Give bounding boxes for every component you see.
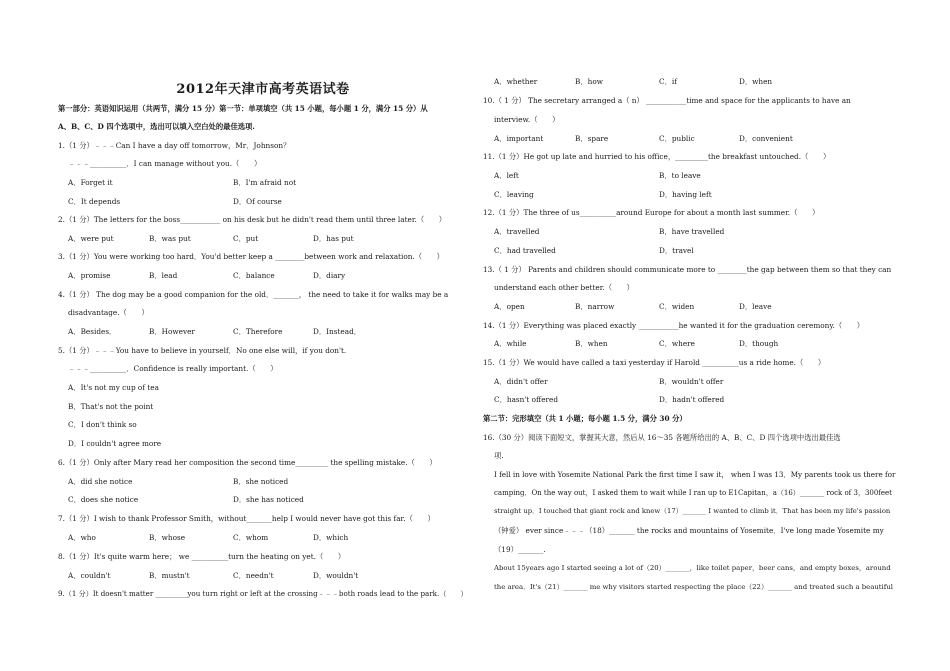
question-5-line2: ﹣﹣﹣__________．Confidence is really important.（ ） [68, 364, 278, 373]
q3-option-d[interactable]: D．diary [313, 271, 346, 280]
passage-line-4: （钟爱） ever since﹣﹣﹣（18）_______ the rocks and mountains of Yosemite．I've long made Yosemite my [494, 526, 884, 535]
question-16-line2: 项. [494, 451, 504, 460]
q15-option-d[interactable]: D．hadn't offered [659, 395, 725, 404]
q1-option-a[interactable]: A．Forget it [68, 178, 113, 187]
q11-option-b[interactable]: B．to leave [659, 171, 701, 180]
q5-option-c[interactable]: C．I don't think so [68, 420, 137, 429]
passage-line-7: the area．It's（21）_______ me why visitors started respecting the place（22）_______ and treated such a beautiful [494, 583, 893, 591]
page-title: 2012年天津市高考英语试卷 [176, 82, 350, 97]
q14-option-b[interactable]: B．when [575, 339, 608, 348]
part1-heading-line2: A、B、C、D 四个选项中，选出可以填入空白处的最佳选项. [58, 122, 255, 131]
q12-option-d[interactable]: D．travel [659, 246, 694, 255]
q13-option-a[interactable]: A．open [494, 302, 525, 311]
q14-option-d[interactable]: D．though [739, 339, 779, 348]
passage-line-5: （19）_______. [494, 545, 546, 554]
q12-option-a[interactable]: A．travelled [494, 227, 540, 236]
question-4-line1: 4.（1 分） The dog may be a good companion for the old．_______， the need to take it for walks may be a [58, 290, 449, 299]
q10-option-d[interactable]: D．convenient [739, 134, 793, 143]
q10-option-b[interactable]: B．spare [575, 134, 609, 143]
q13-option-c[interactable]: C．widen [659, 302, 695, 311]
passage-line-2: camping．On the way out，I asked them to wait while I ran up to E1Capitan，a（16）_______ rock of 3，300feet [494, 489, 892, 497]
q12-option-c[interactable]: C．had travelled [494, 246, 556, 255]
q9-option-a[interactable]: A．whether [494, 77, 538, 86]
q9-option-b[interactable]: B．how [575, 77, 603, 86]
question-14: 14.（1 分）Everything was placed exactly ___________he wanted it for the graduation ceremony.（ ） [483, 321, 865, 330]
q6-option-b[interactable]: B．she noticed [233, 477, 289, 486]
question-1-line1: 1.（1 分）﹣﹣﹣Can I have a day off tomorrow，Mr．Johnson？ [58, 141, 291, 150]
q12-option-b[interactable]: B．have travelled [659, 227, 725, 236]
q6-option-d[interactable]: D．she has noticed [233, 495, 304, 504]
q4-option-a[interactable]: A．Besides． [68, 327, 117, 336]
q7-option-d[interactable]: D．which [313, 533, 349, 542]
q4-option-b[interactable]: B．However [149, 327, 195, 336]
passage-line-3: straight up．I touched that giant rock and knew（17）_______ I wanted to climb it．That has been my life's passion [494, 507, 891, 515]
q2-option-d[interactable]: D．has put [313, 234, 354, 243]
question-6: 6.（1 分）Only after Mary read her composition the second time_________ the spelling mistake.（ ） [58, 458, 437, 467]
q1-option-b[interactable]: B．I'm afraid not [233, 178, 297, 187]
q10-option-c[interactable]: C．public [659, 134, 695, 143]
question-5-line1: 5.（1 分）﹣﹣﹣You have to believe in yourself．No one else will，if you don't. [58, 346, 347, 355]
q8-option-d[interactable]: D．wouldn't [313, 571, 359, 580]
question-3: 3.（1 分）You were working too hard．You'd better keep a ________between work and relaxation.（ ） [58, 252, 444, 261]
q5-option-a[interactable]: A．It's not my cup of tea [68, 383, 159, 392]
q4-option-c[interactable]: C．Therefore [233, 327, 283, 336]
q2-option-c[interactable]: C．put [233, 234, 259, 243]
q15-option-c[interactable]: C．hasn't offered [494, 395, 559, 404]
q3-option-b[interactable]: B．lead [149, 271, 178, 280]
part1-heading-line1: 第一部分：英语知识运用（共两节，满分 15 分）第一节：单项填空（共 15 小题，每小题 1 分，满分 15 分）从 [58, 104, 428, 113]
passage-line-6: About 15years ago I started seeing a lot of（20）_______，like toilet paper，beer cans，and empty boxes，around [494, 564, 891, 572]
passage-line-1: I fell in love with Yosemite National Park the first time I saw it， when I was 13．My parents took us there for [494, 470, 896, 479]
question-10-line1: 10.（ 1 分） The secretary arranged a（ n） ___________time and space for the applicants to have an [483, 96, 851, 105]
question-1-line2: ﹣﹣﹣__________．I can manage without you.（ ） [68, 159, 262, 168]
question-16-line1: 16.（30 分）阅读下面短文，掌握其大意，然后从 16～35 各题所给出的 A、B、C、D 四个选项中选出最佳选 [483, 433, 841, 442]
q2-option-a[interactable]: A．were put [68, 234, 114, 243]
question-4-line2: disadvantage.（ ） [68, 308, 149, 317]
q7-option-b[interactable]: B．whose [149, 533, 186, 542]
q14-option-c[interactable]: C．where [659, 339, 695, 348]
question-13-line1: 13.（ 1 分） Parents and children should communicate more to ________the gap between them so that they can [483, 265, 892, 274]
q13-option-d[interactable]: D．leave [739, 302, 772, 311]
question-8: 8.（1 分）It's quite warm here； we __________turn the heating on yet.（ ） [58, 552, 346, 561]
question-11: 11.（1 分）He got up late and hurried to his office，_________the breakfast untouched.（ ） [483, 152, 831, 161]
q15-option-b[interactable]: B．wouldn't offer [659, 377, 724, 386]
q9-option-d[interactable]: D．when [739, 77, 773, 86]
q9-option-c[interactable]: C．if [659, 77, 677, 86]
q7-option-a[interactable]: A．who [68, 533, 96, 542]
q10-option-a[interactable]: A．important [494, 134, 544, 143]
q4-option-d[interactable]: D．Instead． [313, 327, 362, 336]
q8-option-a[interactable]: A．couldn't [68, 571, 111, 580]
q15-option-a[interactable]: A．didn't offer [494, 377, 548, 386]
q3-option-c[interactable]: C．balance [233, 271, 275, 280]
question-13-line2: understand each other better.（ ） [494, 283, 634, 292]
question-10-line2: interview.（ ） [494, 115, 560, 124]
q11-option-a[interactable]: A．left [494, 171, 519, 180]
q7-option-c[interactable]: C．whom [233, 533, 269, 542]
question-9: 9.（1 分）It doesn't matter _________you turn right or left at the crossing﹣﹣﹣both roads lead to the park.（ ） [58, 589, 468, 598]
q11-option-c[interactable]: C．leaving [494, 190, 534, 199]
q14-option-a[interactable]: A．while [494, 339, 527, 348]
question-7: 7.（1 分）I wish to thank Professor Smith，without_______help I would never have got this far.（ ） [58, 514, 435, 523]
question-15: 15.（1 分）We would have called a taxi yesterday if Harold __________us a ride home.（ ） [483, 358, 826, 367]
q8-option-c[interactable]: C．needn't [233, 571, 274, 580]
q1-option-c[interactable]: C．It depends [68, 197, 121, 206]
q5-option-d[interactable]: D．I couldn't agree more [68, 439, 162, 448]
q11-option-d[interactable]: D．having left [659, 190, 712, 199]
q13-option-b[interactable]: B．narrow [575, 302, 615, 311]
q3-option-a[interactable]: A．promise [68, 271, 111, 280]
q5-option-b[interactable]: B．That's not the point [68, 402, 154, 411]
q8-option-b[interactable]: B．mustn't [149, 571, 190, 580]
question-2: 2.（1 分）The letters for the boss___________ on his desk but he didn't read them until three later.（ ） [58, 215, 447, 224]
question-12: 12.（1 分）The three of us__________around Europe for about a month last summer.（ ） [483, 208, 820, 217]
q1-option-d[interactable]: D．Of course [233, 197, 282, 206]
q2-option-b[interactable]: B．was put [149, 234, 191, 243]
section2-heading: 第二节：完形填空（共 1 小题；每小题 1.5 分，满分 30 分） [483, 414, 687, 423]
q6-option-a[interactable]: A．did she notice [68, 477, 133, 486]
q6-option-c[interactable]: C．does she notice [68, 495, 139, 504]
